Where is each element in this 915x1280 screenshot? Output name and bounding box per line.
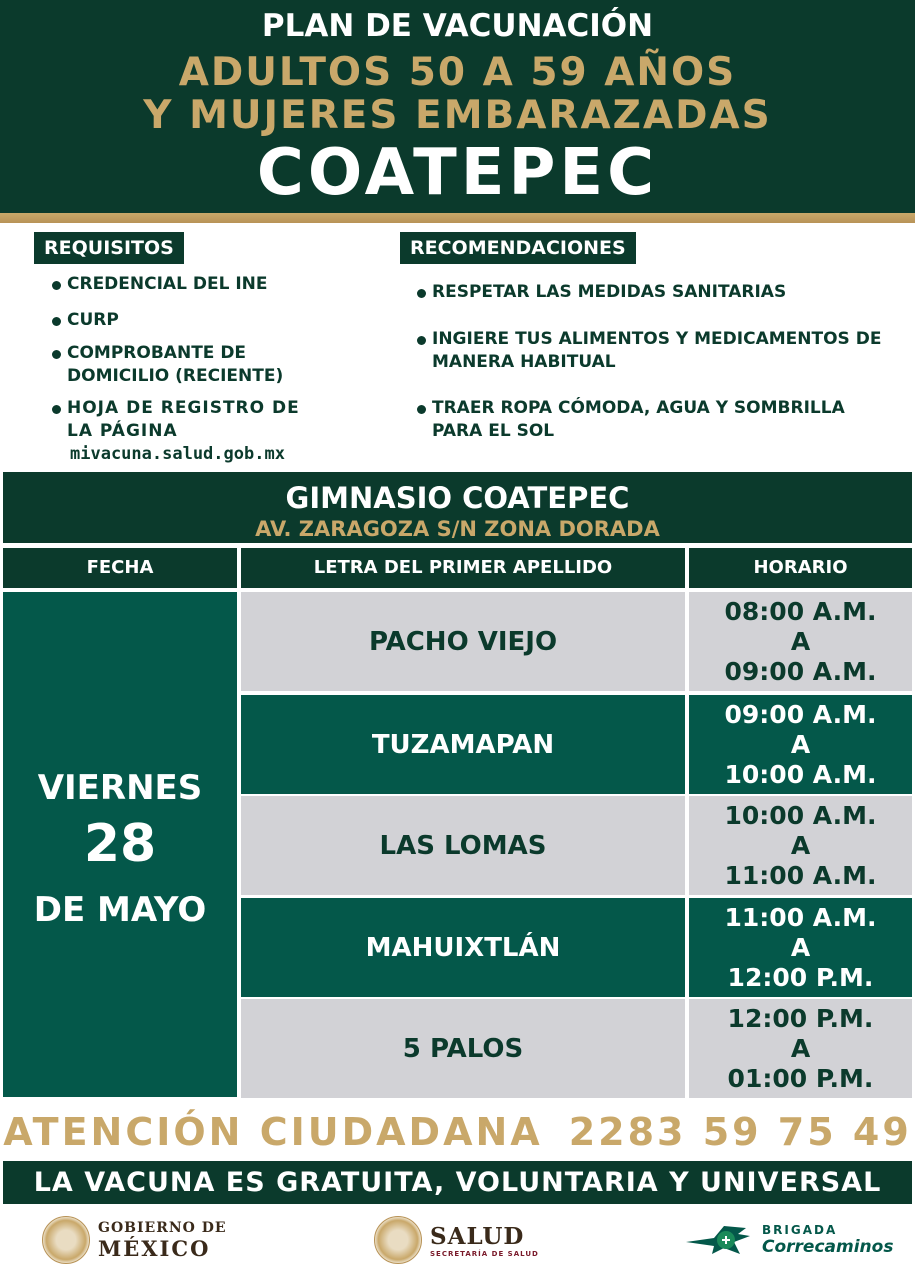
date-month: DE MAYO [33,890,207,930]
recomendaciones-list [415,281,885,443]
recomendaciones-heading: RECOMENDACIONES [400,232,636,264]
brigada-line1: BRIGADA [762,1223,838,1237]
date-day: 28 [83,814,157,874]
city-title: COATEPEC [256,136,659,210]
header-banner [0,0,915,213]
plan-title: PLAN DE VACUNACIÓN [261,8,654,44]
bullet-icon [417,336,426,345]
bullet-icon [52,350,61,359]
table-row-time: 08:00 A.M. A 09:00 A.M. [689,592,912,691]
target-group-line1: ADULTOS 50 A 59 AÑOS [178,50,737,95]
list-item: RESPETAR LAS MEDIDAS SANITARIAS [415,281,885,304]
mexico-seal-icon [374,1216,422,1264]
header-letra: LETRA DEL PRIMER APELLIDO [241,548,685,588]
table-row-name: MAHUIXTLÁN [241,898,685,997]
gold-divider [0,213,915,223]
table-row-time: 09:00 A.M. A 10:00 A.M. [689,695,912,794]
attention-line [0,1110,915,1154]
table-row-name: TUZAMAPAN [241,695,685,794]
requisitos-list [50,273,380,466]
brigada-line2: Correcaminos [762,1237,894,1257]
attention-phone[interactable]: 2283 59 75 49 [568,1110,912,1154]
venue-name: GIMNASIO COATEPEC [285,481,630,515]
bullet-icon [52,317,61,326]
mexico-seal-icon [42,1216,90,1264]
attention-label: ATENCIÓN CIUDADANA [3,1110,543,1154]
table-row-name: 5 PALOS [241,999,685,1098]
bullet-icon [417,289,426,298]
bullet-icon [52,405,61,414]
list-item: CREDENCIAL DEL INE [50,273,380,296]
table-row-time: 12:00 P.M. A 01:00 P.M. [689,999,912,1098]
bullet-icon [52,281,61,290]
table-row-time: 11:00 A.M. A 12:00 P.M. [689,898,912,997]
salud-line1: SALUD [430,1222,525,1250]
venue-address: AV. ZARAGOZA S/N ZONA DORADA [255,517,660,541]
free-vaccine-banner: LA VACUNA ES GRATUITA, VOLUNTARIA Y UNIVERSAL [3,1161,912,1204]
table-row-name: LAS LOMAS [241,796,685,895]
target-group-line2: Y MUJERES EMBARAZADAS [143,93,772,138]
roadrunner-icon [684,1220,754,1260]
date-cell [3,592,237,1097]
brigada-logo [684,1215,893,1265]
date-weekday: VIERNES [37,768,203,808]
list-item: CURP [50,309,380,332]
venue-banner [3,472,912,543]
table-row-name: PACHO VIEJO [241,592,685,691]
salud-line2: SECRETARÍA DE SALUD [430,1249,539,1258]
list-item: HOJA DE REGISTRO DE LA PÁGINA [50,397,327,443]
header-horario: HORARIO [689,548,912,588]
table-row-time: 10:00 A.M. A 11:00 A.M. [689,796,912,895]
list-item: TRAER ROPA CÓMODA, AGUA Y SOMBRILLA PARA EL SOL [415,397,885,443]
gobierno-logo [42,1215,227,1265]
gobierno-line1: GOBIERNO DE [98,1219,227,1236]
salud-logo [374,1215,539,1265]
registration-url[interactable]: mivacuna.salud.gob.mx [70,444,285,464]
bullet-icon [417,405,426,414]
header-fecha: FECHA [3,548,237,588]
gobierno-line2: MÉXICO [98,1235,211,1261]
list-item: COMPROBANTE DE DOMICILIO (RECIENTE) [50,342,317,388]
requisitos-heading: REQUISITOS [34,232,184,264]
list-item: INGIERE TUS ALIMENTOS Y MEDICAMENTOS DE MANERA HABITUAL [415,328,885,374]
